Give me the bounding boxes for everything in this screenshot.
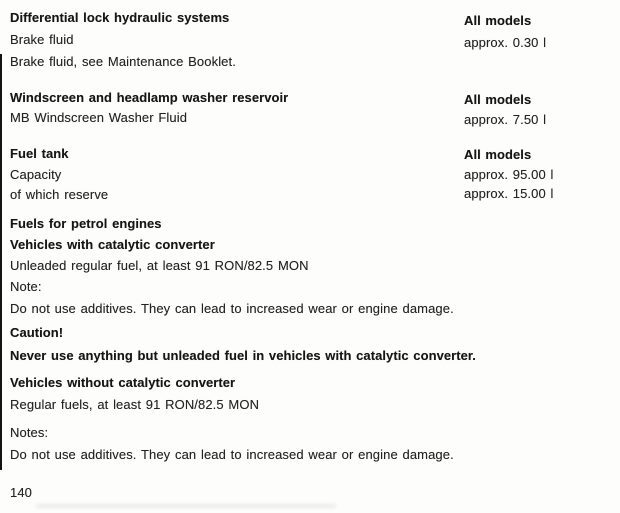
notes-text: Do not use additives. They can lead to increased wear or engine damage.: [10, 447, 454, 462]
subsection-heading-without-converter: Vehicles without catalytic converter: [10, 375, 236, 390]
spec-value-brake-fluid: approx. 0.30 l: [464, 35, 547, 50]
spec-value-reserve: approx. 15.00 l: [464, 186, 554, 201]
section-models-differential-lock: All models: [464, 13, 532, 28]
section-heading-washer-reservoir: Windscreen and headlamp washer reservoir: [10, 90, 289, 105]
spec-label-washer-fluid: MB Windscreen Washer Fluid: [10, 110, 188, 125]
spec-label-reserve: of which reserve: [10, 187, 109, 202]
section-models-washer-reservoir: All models: [464, 92, 532, 107]
subsection-heading-with-converter: Vehicles with catalytic converter: [10, 237, 215, 252]
section-heading-fuels-petrol: Fuels for petrol engines: [10, 216, 162, 231]
notes-label: Notes:: [10, 425, 49, 440]
spec-label-capacity: Capacity: [10, 167, 62, 182]
section-models-fuel-tank: All models: [464, 147, 532, 162]
scan-edge-artifact: [0, 54, 2, 470]
section-heading-differential-lock: Differential lock hydraulic systems: [10, 10, 230, 25]
section-heading-fuel-tank: Fuel tank: [10, 146, 69, 161]
spec-value-capacity: approx. 95.00 l: [464, 167, 554, 182]
fuel-spec-without-converter: Regular fuels, at least 91 RON/82.5 MON: [10, 397, 260, 412]
note-label: Note:: [10, 279, 42, 294]
spec-value-washer-fluid: approx. 7.50 l: [464, 112, 547, 127]
page-number: 140: [10, 485, 32, 500]
spec-note-brake-fluid: Brake fluid, see Maintenance Booklet.: [10, 54, 236, 69]
note-text: Do not use additives. They can lead to increased wear or engine damage.: [10, 301, 454, 316]
caution-text: Never use anything but unleaded fuel in vehicles with catalytic converter.: [10, 348, 476, 363]
spec-label-brake-fluid: Brake fluid: [10, 32, 74, 47]
scan-smudge-artifact: [36, 504, 336, 508]
caution-label: Caution!: [10, 325, 64, 340]
fuel-spec-with-converter: Unleaded regular fuel, at least 91 RON/82.5 MON: [10, 258, 309, 273]
